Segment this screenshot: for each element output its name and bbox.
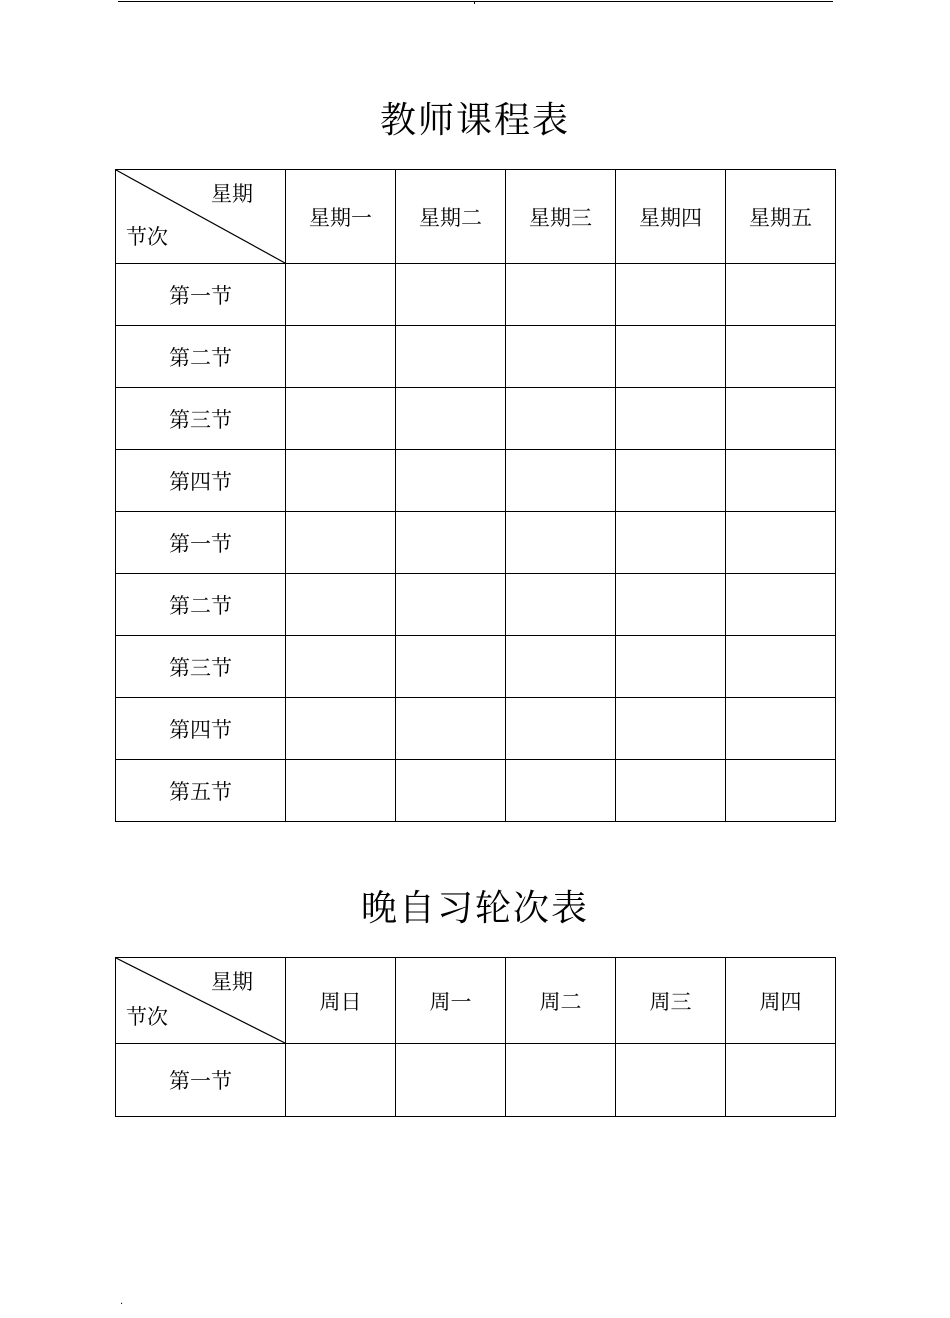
table-cell [286,636,396,698]
row-label: 第二节 [116,326,286,388]
table-cell [396,512,506,574]
table-row [116,636,836,698]
table-cell [506,326,616,388]
table-row [116,512,836,574]
evening-corner-cell [116,958,286,1044]
table-cell [396,574,506,636]
table-cell [616,450,726,512]
table-cell [286,1044,396,1117]
table-cell [286,574,396,636]
timetable-title: 教师课程表 [379,100,570,141]
corner-label-period: 节次 [126,225,168,249]
table-cell [726,1044,836,1117]
table-cell [286,450,396,512]
row-label: 第四节 [116,698,286,760]
table-cell [286,512,396,574]
table-cell [506,450,616,512]
table-cell [616,326,726,388]
table-row [116,698,836,760]
table-row [116,574,836,636]
column-header: 周四 [726,958,836,1044]
evening-study-title: 晚自习轮次表 [360,888,589,929]
table-row [116,264,836,326]
row-label: 第一节 [116,1044,286,1117]
row-label: 第一节 [116,512,286,574]
table-cell [726,264,836,326]
table-cell [726,388,836,450]
evening-header-row [116,958,836,1044]
table-cell [506,512,616,574]
timetable-header-row [116,170,836,264]
row-label: 第五节 [116,760,286,822]
timetable-table [115,169,836,822]
table-row [116,388,836,450]
corner-label-period: 节次 [126,1005,168,1029]
table-cell [726,574,836,636]
column-header: 星期五 [726,170,836,264]
table-cell [616,264,726,326]
row-label: 第二节 [116,574,286,636]
table-row [116,450,836,512]
table-cell [726,760,836,822]
table-cell [616,698,726,760]
column-header: 周日 [286,958,396,1044]
table-cell [726,512,836,574]
table-cell [616,636,726,698]
table-cell [506,574,616,636]
footer-mark: . [120,1296,124,1307]
table-cell [726,698,836,760]
column-header: 星期三 [506,170,616,264]
column-header: 周一 [396,958,506,1044]
table-cell [616,1044,726,1117]
table-cell [506,388,616,450]
table-cell [396,264,506,326]
table-cell [286,388,396,450]
corner-label-weekday: 星期 [211,970,253,994]
column-header: 周三 [616,958,726,1044]
column-header: 周二 [506,958,616,1044]
table-cell [396,326,506,388]
table-cell [726,636,836,698]
row-label: 第三节 [116,636,286,698]
header-rule [118,1,833,2]
table-cell [616,512,726,574]
evening-study-table [115,957,836,1117]
column-header: 星期二 [396,170,506,264]
table-cell [506,1044,616,1117]
table-cell [286,264,396,326]
column-header: 星期一 [286,170,396,264]
timetable-corner-cell [116,170,286,264]
table-cell [506,636,616,698]
table-cell [286,698,396,760]
table-cell [396,388,506,450]
table-cell [396,450,506,512]
table-row [116,326,836,388]
table-cell [726,450,836,512]
row-label: 第一节 [116,264,286,326]
row-label: 第四节 [116,450,286,512]
table-cell [396,1044,506,1117]
table-row [116,760,836,822]
table-cell [396,636,506,698]
table-cell [506,264,616,326]
table-cell [726,326,836,388]
table-cell [286,760,396,822]
table-cell [396,760,506,822]
corner-label-weekday: 星期 [211,182,253,206]
table-cell [286,326,396,388]
column-header: 星期四 [616,170,726,264]
table-cell [616,574,726,636]
header-tick [474,1,475,4]
table-row [116,1044,836,1117]
table-cell [506,698,616,760]
table-cell [506,760,616,822]
row-label: 第三节 [116,388,286,450]
table-cell [616,760,726,822]
table-cell [396,698,506,760]
table-cell [616,388,726,450]
